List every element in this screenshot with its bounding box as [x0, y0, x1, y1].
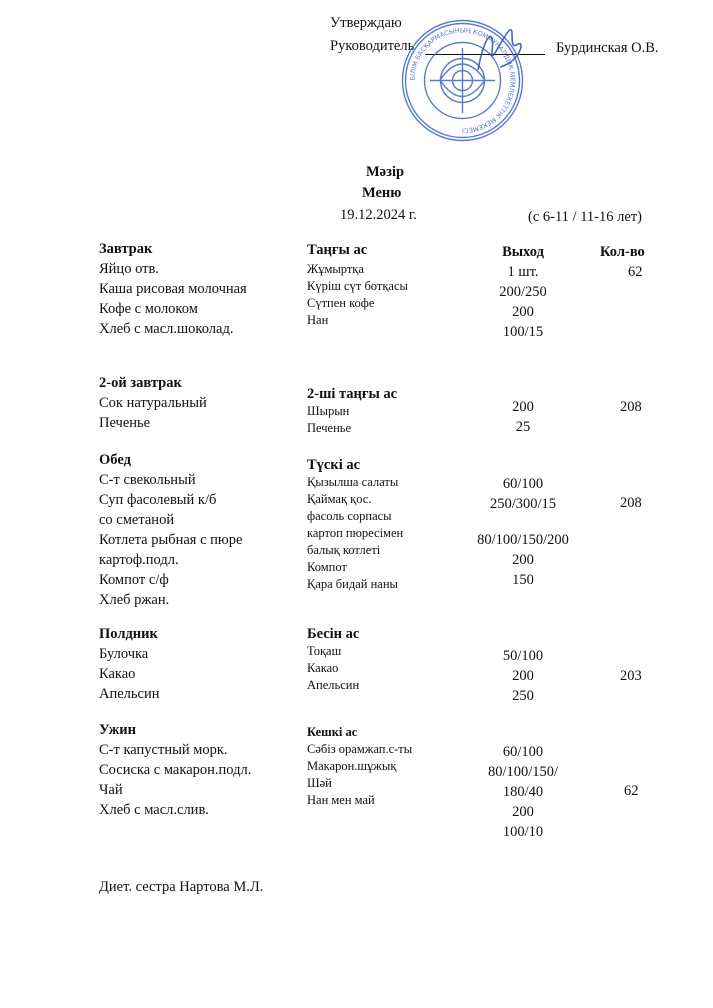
meal-title-lunch: Обед — [99, 452, 131, 468]
output-value: 60/100 — [502, 744, 544, 760]
list-item: со сметаной — [99, 512, 175, 528]
meal-kz-title: 2-ші таңғы ас — [307, 386, 398, 402]
output-value: 200 — [512, 668, 534, 684]
output-value: 50/100 — [502, 648, 544, 664]
list-item: Какао — [307, 661, 339, 675]
list-item: Сүтпен кофе — [307, 296, 375, 310]
list-item: балық котлеті — [307, 543, 381, 557]
output-value: 200 — [512, 304, 534, 320]
column-qty-heading: Кол-во — [600, 244, 645, 260]
output-value: 80/100/150/200 — [477, 532, 569, 548]
meal-ru-items — [99, 644, 159, 704]
list-item: Какао — [99, 666, 136, 682]
list-item: Суп фасолевый к/б — [99, 492, 217, 508]
meal-kz-items — [307, 474, 403, 593]
title-kz: Мәзір — [366, 164, 405, 180]
head-name: Бурдинская О.В. — [556, 40, 659, 56]
meal-kz-items — [307, 643, 359, 694]
output-value: 180/40 — [502, 784, 544, 800]
meal-outputs — [468, 262, 578, 342]
dietitian-signature: Диет. сестра Нартова М.Л. — [99, 879, 264, 895]
column-kz-heading: Таңғы ас — [307, 242, 368, 258]
list-item: Печенье — [307, 421, 352, 435]
list-item: Сосиска с макарон.подл. — [99, 762, 252, 778]
meal-kz-title: Түскі ас — [307, 457, 361, 473]
meal-outputs — [468, 397, 578, 437]
signature — [470, 22, 530, 77]
list-item: Нан — [307, 313, 329, 327]
meal-outputs — [468, 474, 578, 514]
list-item: Булочка — [99, 646, 149, 662]
list-item: фасоль сорпасы — [307, 509, 392, 523]
meal-outputs — [468, 742, 578, 842]
list-item: Хлеб ржан. — [99, 592, 170, 608]
list-item: Тоқаш — [307, 644, 342, 658]
list-item: Шырын — [307, 404, 350, 418]
list-item: Сәбіз орамжап.с-ты — [307, 742, 413, 756]
list-item: Хлеб с масл.шоколад. — [99, 321, 234, 337]
list-item: Апельсин — [307, 678, 360, 692]
meal-ru-items — [99, 393, 207, 433]
meal-title-snack: Полдник — [99, 626, 158, 642]
meal-ru-items — [99, 740, 251, 820]
meal-ru-items — [99, 259, 247, 339]
age-range: (с 6-11 / 11-16 лет) — [528, 209, 642, 225]
list-item: Апельсин — [99, 686, 160, 702]
menu-date: 19.12.2024 г. — [340, 207, 417, 223]
meal-title-dinner: Ужин — [99, 722, 136, 738]
output-value: 250 — [512, 688, 534, 704]
column-output-heading: Выход — [502, 244, 544, 260]
list-item: Шәй — [307, 776, 332, 790]
svg-text:БІЛІМ БАСҚАРМАСЫНЫҢ КОММУНАЛДЫ: БІЛІМ БАСҚАРМАСЫНЫҢ КОММУНАЛДЫҚ МЕМЛЕКЕТТІК МЕКЕМЕСІ — [408, 26, 517, 135]
list-item: С-т свекольный — [99, 472, 196, 488]
list-item: Каша рисовая молочная — [99, 281, 247, 297]
list-item: Күріш сүт ботқасы — [307, 279, 408, 293]
list-item: картоп пюресімен — [307, 526, 404, 540]
list-item: Қызылша салаты — [307, 475, 399, 489]
output-value: 200 — [512, 399, 534, 415]
meal-qty: 208 — [620, 495, 642, 511]
meal-qty: 62 — [624, 783, 639, 799]
list-item: Компот с/ф — [99, 572, 169, 588]
meal-outputs — [468, 530, 578, 590]
list-item: Нан мен май — [307, 793, 375, 807]
meal-kz-items — [307, 403, 351, 437]
meal-qty: 208 — [620, 399, 642, 415]
list-item: Сок натуральный — [99, 395, 207, 411]
head-label: Руководитель — [330, 38, 415, 54]
output-value: 100/10 — [502, 824, 544, 840]
meal-title-second-breakfast: 2-ой завтрак — [99, 375, 182, 391]
meal-kz-items — [307, 261, 408, 329]
list-item: Чай — [99, 782, 123, 798]
output-value: 1 шт. — [507, 264, 539, 280]
list-item: Компот — [307, 560, 347, 574]
output-value: 250/300/15 — [489, 496, 557, 512]
meal-qty: 203 — [620, 668, 642, 684]
list-item: Яйцо отв. — [99, 261, 159, 277]
meal-kz-title: Бесін ас — [307, 626, 360, 642]
output-value: 200/250 — [499, 284, 547, 300]
approve-label: Утверждаю — [330, 15, 402, 31]
meal-title-breakfast: Завтрак — [99, 241, 153, 257]
output-value: 200 — [512, 552, 534, 568]
output-value: 100/15 — [502, 324, 544, 340]
output-value: 80/100/150/ — [487, 764, 559, 780]
output-value: 200 — [512, 804, 534, 820]
meal-ru-items — [99, 470, 242, 610]
meal-outputs — [468, 646, 578, 706]
meal-kz-title: Кешкі ас — [307, 725, 358, 739]
list-item: Макарон.шұжық — [307, 759, 397, 773]
list-item: Хлеб с масл.слив. — [99, 802, 209, 818]
meal-kz-items — [307, 741, 412, 809]
list-item: Котлета рыбная с пюре — [99, 532, 243, 548]
output-value: 25 — [515, 419, 531, 435]
title-ru: Меню — [362, 185, 402, 201]
list-item: картоф.подл. — [99, 552, 179, 568]
list-item: Жұмыртқа — [307, 262, 364, 276]
meal-qty: 62 — [628, 264, 643, 280]
output-value: 150 — [512, 572, 534, 588]
list-item: Қаймақ қос. — [307, 492, 372, 506]
output-value: 60/100 — [502, 476, 544, 492]
list-item: Кофе с молоком — [99, 301, 198, 317]
list-item: Қара бидай наны — [307, 577, 398, 591]
list-item: С-т капустный морк. — [99, 742, 228, 758]
list-item: Печенье — [99, 415, 151, 431]
